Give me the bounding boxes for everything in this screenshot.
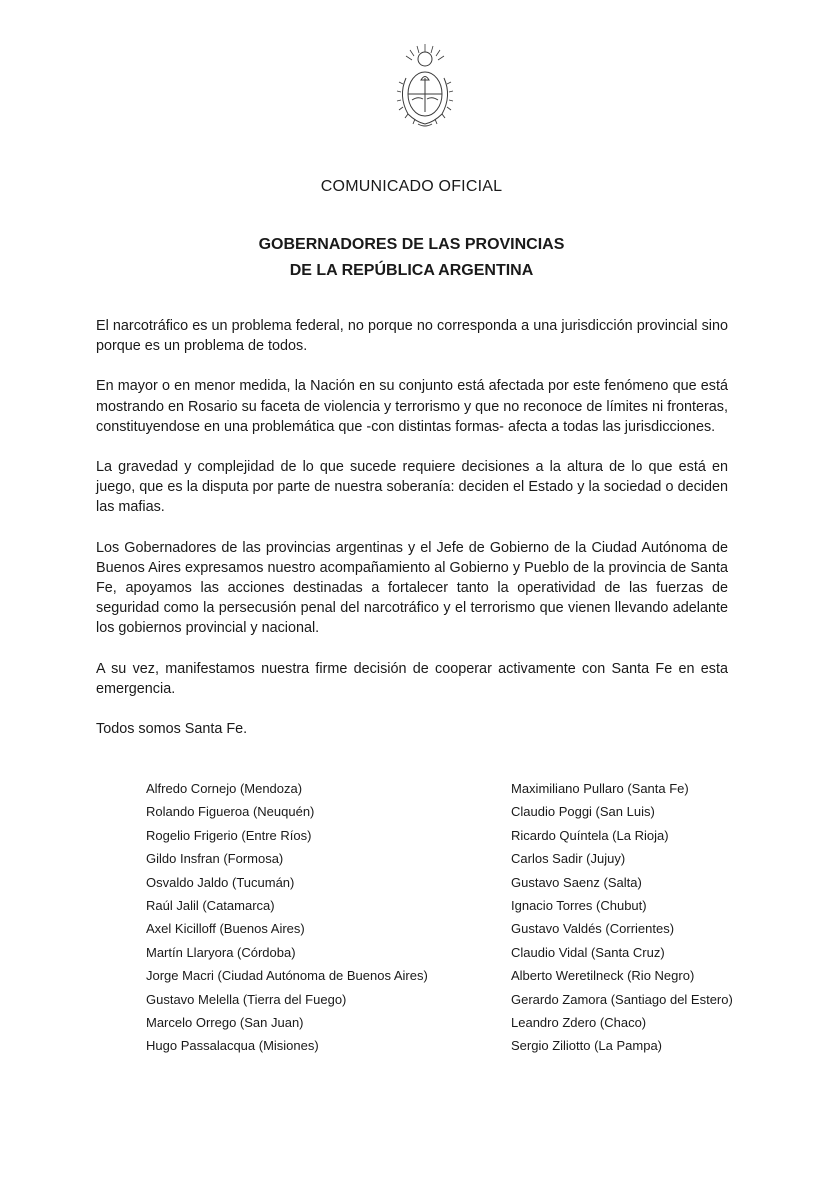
signatory: Carlos Sadir (Jujuy) (511, 851, 626, 867)
signatory: Maximiliano Pullaro (Santa Fe) (511, 781, 689, 796)
signatory: Claudio Vidal (Santa Cruz) (511, 944, 665, 960)
signatory: Alfredo Cornejo (Mendoza) (146, 781, 303, 796)
document-body (96, 316, 728, 759)
heading-line-1: GOBERNADORES DE LAS PROVINCIAS (258, 236, 565, 253)
signatory: Ricardo Quíntela (La Rioja) (511, 827, 669, 843)
signatory: Hugo Passalacqua (Misiones) (146, 1038, 319, 1054)
signatory: Alberto Weretilneck (Rio Negro) (511, 968, 695, 984)
paragraph: En mayor o en menor medida, la Nación en su conjunto está afectada por este fenómeno que está mostrando en Rosario su faceta de violencia y terrorismo y que no reconoce de límites ni fronteras, constituyendose en una problemática que -con distintas formas- afecta a todas las jurisdicciones. (96, 378, 728, 435)
signatory: Raúl Jalil (Catamarca) (146, 898, 275, 914)
signatory: Gustavo Saenz (Salta) (511, 874, 642, 890)
signatory: Marcelo Orrego (San Juan) (146, 1015, 304, 1031)
signatory: Gustavo Valdés (Corrientes) (511, 921, 675, 937)
heading-line-2: DE LA REPÚBLICA ARGENTINA (289, 262, 534, 279)
signatory: Axel Kicilloff (Buenos Aires) (146, 921, 305, 937)
signatory: Claudio Poggi (San Luis) (511, 804, 655, 820)
document-title: COMUNICADO OFICIAL (320, 178, 503, 195)
signatory: Osvaldo Jaldo (Tucumán) (146, 874, 295, 890)
document-heading (0, 232, 823, 284)
signatory: Gerardo Zamora (Santiago del Estero) (511, 991, 733, 1007)
signatory: Ignacio Torres (Chubut) (511, 898, 647, 914)
paragraph: La gravedad y complejidad de lo que sucede requiere decisiones a la altura de lo que está en juego, que es la disputa por parte de nuestra soberanía: deciden el Estado y la sociedad o deciden las mafias. (96, 459, 728, 516)
paragraph: A su vez, manifestamos nuestra firme decisión de cooperar activamente con Santa Fe en esta emergencia. (96, 660, 728, 697)
paragraph: Los Gobernadores de las provincias argentinas y el Jefe de Gobierno de la Ciudad Autónoma de Buenos Aires expresamos nuestro acompañamiento al Gobierno y Pueblo de la provincia de Santa Fe, apoyamos las acciones destinadas a fortalecer tanto la operatividad de las fuerzas de seguridad como la persecusión penal del narcotráfico y el terrorismo que vienen llevando adelante los gobiernos provincial y nacional. (96, 539, 728, 637)
signatory: Rolando Figueroa (Neuquén) (146, 804, 315, 820)
signatories-right-column (511, 777, 733, 1058)
signatory: Jorge Macri (Ciudad Autónoma de Buenos Aires) (146, 968, 428, 984)
paragraph: El narcotráfico es un problema federal, no porque no corresponda a una jurisdicción provincial sino porque es un problema de todos. (96, 318, 728, 355)
signatory: Martín Llaryora (Córdoba) (146, 944, 296, 960)
closing-line: Todos somos Santa Fe. (96, 721, 248, 738)
coat-of-arms-icon (390, 42, 460, 130)
signatory: Gustavo Melella (Tierra del Fuego) (146, 991, 347, 1007)
signatory: Leandro Zdero (Chaco) (511, 1015, 647, 1031)
signatories-left-column (146, 777, 428, 1058)
signatory: Gildo Insfran (Formosa) (146, 851, 284, 867)
signatory: Rogelio Frigerio (Entre Ríos) (146, 827, 312, 843)
signatory: Sergio Ziliotto (La Pampa) (511, 1038, 663, 1054)
